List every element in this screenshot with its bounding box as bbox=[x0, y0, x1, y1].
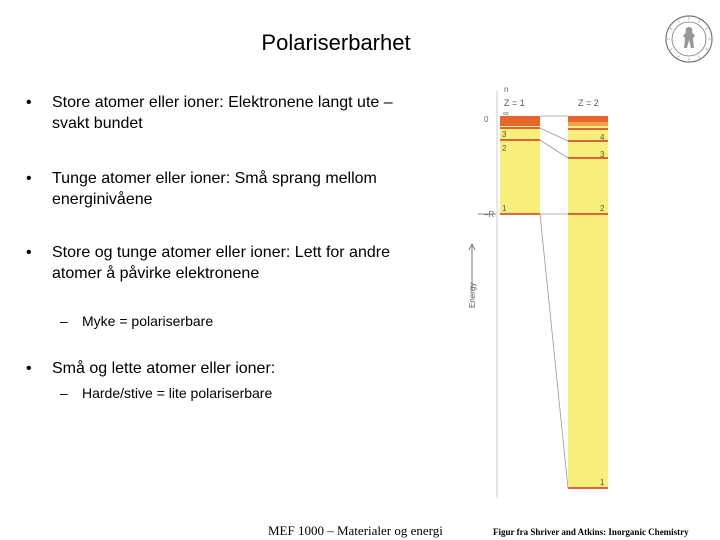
sub-bullet-text: Myke = polariserbare bbox=[82, 313, 214, 329]
connector-line bbox=[540, 128, 568, 141]
z1-level-label: 3 bbox=[502, 130, 507, 139]
sub-bullet-dash: – bbox=[60, 385, 68, 401]
bullet-symbol: • bbox=[26, 170, 32, 187]
z1-level-label: 1 bbox=[502, 204, 507, 213]
infinity-label: ∞ bbox=[503, 109, 509, 118]
z1-label: Z = 1 bbox=[504, 98, 525, 108]
bullet-symbol: • bbox=[26, 244, 32, 261]
sub-bullet-text: Harde/stive = lite polariserbare bbox=[82, 385, 273, 401]
bullet-symbol: • bbox=[26, 360, 32, 377]
university-seal-logo bbox=[664, 14, 714, 64]
z2-level-label: 3 bbox=[600, 150, 605, 159]
sub-bullet-dash: – bbox=[60, 313, 68, 329]
figure-credit: Figur fra Shriver and Atkins: Inorganic Chemistry bbox=[493, 527, 689, 537]
bullet-text: Små og lette atomer eller ioner: bbox=[52, 360, 276, 377]
n-label: n bbox=[504, 86, 509, 94]
z2-level-label: 4 bbox=[600, 133, 605, 142]
slide-footer: MEF 1000 – Materialer og energi bbox=[268, 523, 443, 538]
z2-level-label: 2 bbox=[600, 204, 605, 213]
zero-label: 0 bbox=[484, 115, 489, 124]
energy-axis-label: Energy bbox=[468, 282, 477, 308]
sub-bullet bbox=[60, 384, 272, 402]
connector-line bbox=[540, 214, 568, 488]
minus-r-label: –R bbox=[484, 210, 495, 219]
bullet-symbol: • bbox=[26, 94, 32, 111]
energy-level-diagram bbox=[460, 86, 720, 506]
slide-title: Polariserbarhet bbox=[261, 30, 411, 55]
z2-continuum-band bbox=[568, 116, 608, 122]
z2-label: Z = 2 bbox=[578, 98, 599, 108]
bullet-text: Tunge atomer eller ioner: Små sprang mellom energinivåene bbox=[52, 170, 377, 208]
sub-bullet bbox=[60, 312, 213, 330]
z2-level-label: 1 bbox=[600, 478, 605, 487]
bullet-text: Store atomer eller ioner: Elektronene langt ute – svakt bundet bbox=[52, 94, 393, 132]
bullet-text: Store og tunge atomer eller ioner: Lett for andre atomer å påvirke elektronene bbox=[52, 244, 390, 282]
connector-line bbox=[540, 140, 568, 158]
z2-column bbox=[568, 116, 608, 488]
z2-continuum-band-light bbox=[568, 122, 608, 126]
z1-level-label: 2 bbox=[502, 144, 507, 153]
